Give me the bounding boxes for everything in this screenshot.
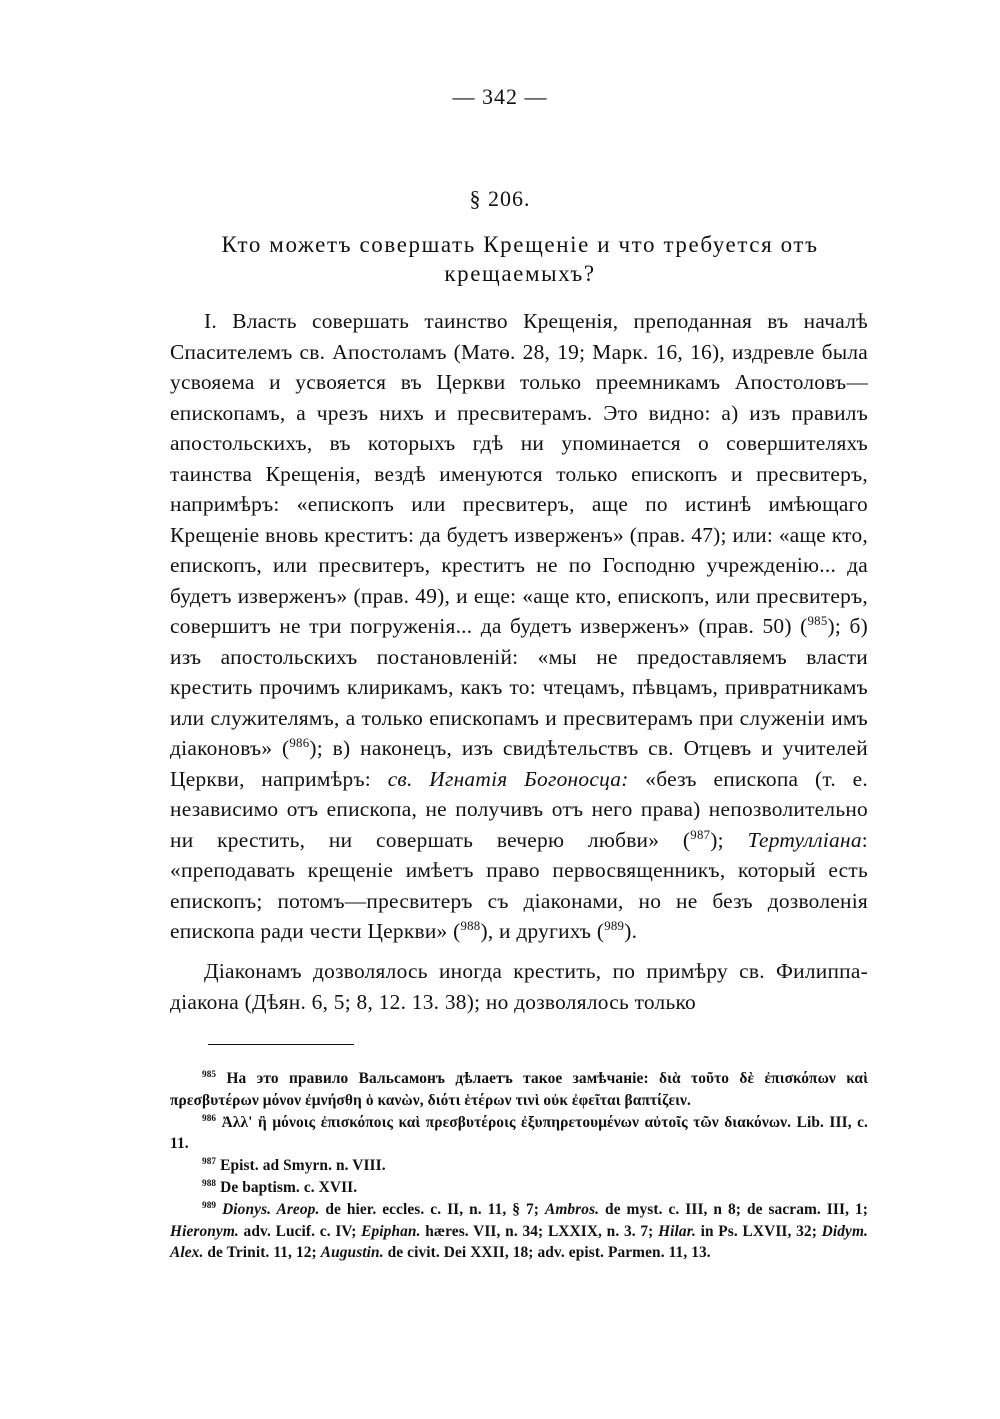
footnote-987: $^{987}$ Epist. ad Smyrn. n. VIII. bbox=[202, 1156, 386, 1175]
italic-text: Hilar. bbox=[658, 1222, 696, 1240]
section-number: § 206. bbox=[469, 186, 531, 211]
footnote-985: $^{985}$ На это правило Вальсамонъ дѣлаетъ такое замѣчаніе: διὰ τοῦτο δὲ ἐπισκόπων καὶ πρεσβυτέρων μόνον ἐμνήσθη ὁ κανὼν, διότι ἑτέρων τινὶ οὐκ ἐφεῖται βαπτίζειν. bbox=[170, 1068, 868, 1109]
footnote-ref-987: 987 bbox=[202, 1156, 217, 1167]
italic-text: Didym. Alex. bbox=[170, 1222, 868, 1262]
paragraph-text: Діаконамъ дозволялось иногда крестить, по примѣру св. Филиппа-діакона (Дѣян. 6, 5; 8, 12. 13. 38); но дозволялось только bbox=[170, 959, 868, 1014]
footnote-ref-986: 986 bbox=[289, 735, 310, 750]
footnote-ref-986: 986 bbox=[202, 1112, 217, 1123]
italic-text: Hieronym. bbox=[170, 1222, 239, 1240]
footnote-ref-989: 989 bbox=[202, 1199, 217, 1210]
footnote-989: $^{989}$ Dionys. Areop. de hier. eccles. c. II, n. 11, § 7; Ambros. de myst. c. III, n 8; de sacram. III, 1; Hieronym. adv. Lucif. c. IV; Epiphan. hæres. VII, n. 34; LXXIX, n. 3. 7; Hilar. in Ps. LXVII, 32; Didym. Alex. de Trinit. 11, 12; Augustin. de civit. Dei XXII, 18; adv. epist. Parmen. 11, 13. bbox=[170, 1199, 868, 1262]
paragraph-text: I. Власть совершать таинство Крещенія, преподанная въ началѣ Спасителемъ св. Апостоламъ (Матѳ. 28, 19; Марк. 16, 16), издревле была усвояема и усвояется въ Церкви только преемникамъ Апостоловъ—епископамъ, а чрезъ нихъ и пресвитерамъ. Это видно: а) изъ правилъ апостольскихъ, въ которыхъ гдѣ ни упоминается о совершителяхъ таинства Крещенія, вездѣ именуются только епископъ и пресвитеръ, напримѣръ: «епископъ или пресвитеръ, аще по истинѣ имѣющаго Крещеніе вновь креститъ: да будетъ изверженъ» (прав. 47); или: «аще кто, епископъ, или пресвитеръ, креститъ не по Господню учрежденію... да будетъ изверженъ» (прав. 49), и еще: «аще кто, епископъ, или пресвитеръ, совершитъ не три погруженія... да будетъ изверженъ» (прав. 50) ($^{985}$); б) изъ апостольскихъ постановленій: «мы не предоставляемъ власти крестить прочимъ клирикамъ, какъ то: чтецамъ, пѣвцамъ, привратникамъ или служителямъ, а только епископамъ и пресвитерамъ при служеніи имъ діаконовъ» ($^{986}$); в) наконецъ, изъ свидѣтельствъ св. Отцевъ и учителей Церкви, напримѣръ: св. Игнатія Богоносца: «безъ епископа (т. е. независимо отъ епископа, не получивъ отъ него права) непозволительно ни крестить, ни совершать вечерю любви» ($^{987}$); Тертулліана: «преподавать крещеніе имѣетъ право первосвященникъ, который есть епископъ; потомъ—пресвитеръ съ діаконами, но не безъ дозволенія епископа ради чести Церкви» ($^{988}$), и другихъ ($^{989}$). bbox=[170, 309, 868, 943]
footnote-ref-985: 985 bbox=[807, 613, 828, 628]
italic-text: св. Игнатія Богоносца: bbox=[387, 766, 629, 791]
italic-text: Ambros. bbox=[544, 1200, 600, 1218]
page-number: — 342 — bbox=[452, 84, 548, 109]
footnote-988: $^{988}$ De baptism. c. XVII. bbox=[202, 1177, 358, 1196]
footnote-ref-988: 988 bbox=[460, 918, 481, 933]
italic-text: Epiphan. bbox=[361, 1222, 421, 1240]
italic-text: Augustin. bbox=[320, 1244, 384, 1262]
footnote-986: $^{986}$ Ἀλλ' ἢ μόνοις ἐπισκόποις καὶ πρεσβυτέροις ἐξυπηρετουμένων αὐτοῖς τῶν διακόνων. Lib. III, c. 11. bbox=[170, 1112, 868, 1153]
section-heading: Кто можетъ совершать Крещеніе и что требуется отъ крещаемыхъ? bbox=[221, 232, 819, 286]
footnote-divider bbox=[208, 1044, 354, 1045]
footnote-ref-989: 989 bbox=[604, 918, 625, 933]
footnote-ref-988: 988 bbox=[202, 1177, 217, 1188]
body-paragraph-2 bbox=[170, 956, 868, 1017]
footnote-ref-987: 987 bbox=[690, 827, 711, 842]
italic-text: Тертулліана bbox=[747, 827, 862, 852]
footnotes bbox=[170, 1068, 868, 1264]
footnote-ref-985: 985 bbox=[202, 1068, 217, 1079]
body-paragraph-1 bbox=[170, 306, 868, 947]
italic-text: Dionys. Areop. bbox=[222, 1200, 320, 1218]
